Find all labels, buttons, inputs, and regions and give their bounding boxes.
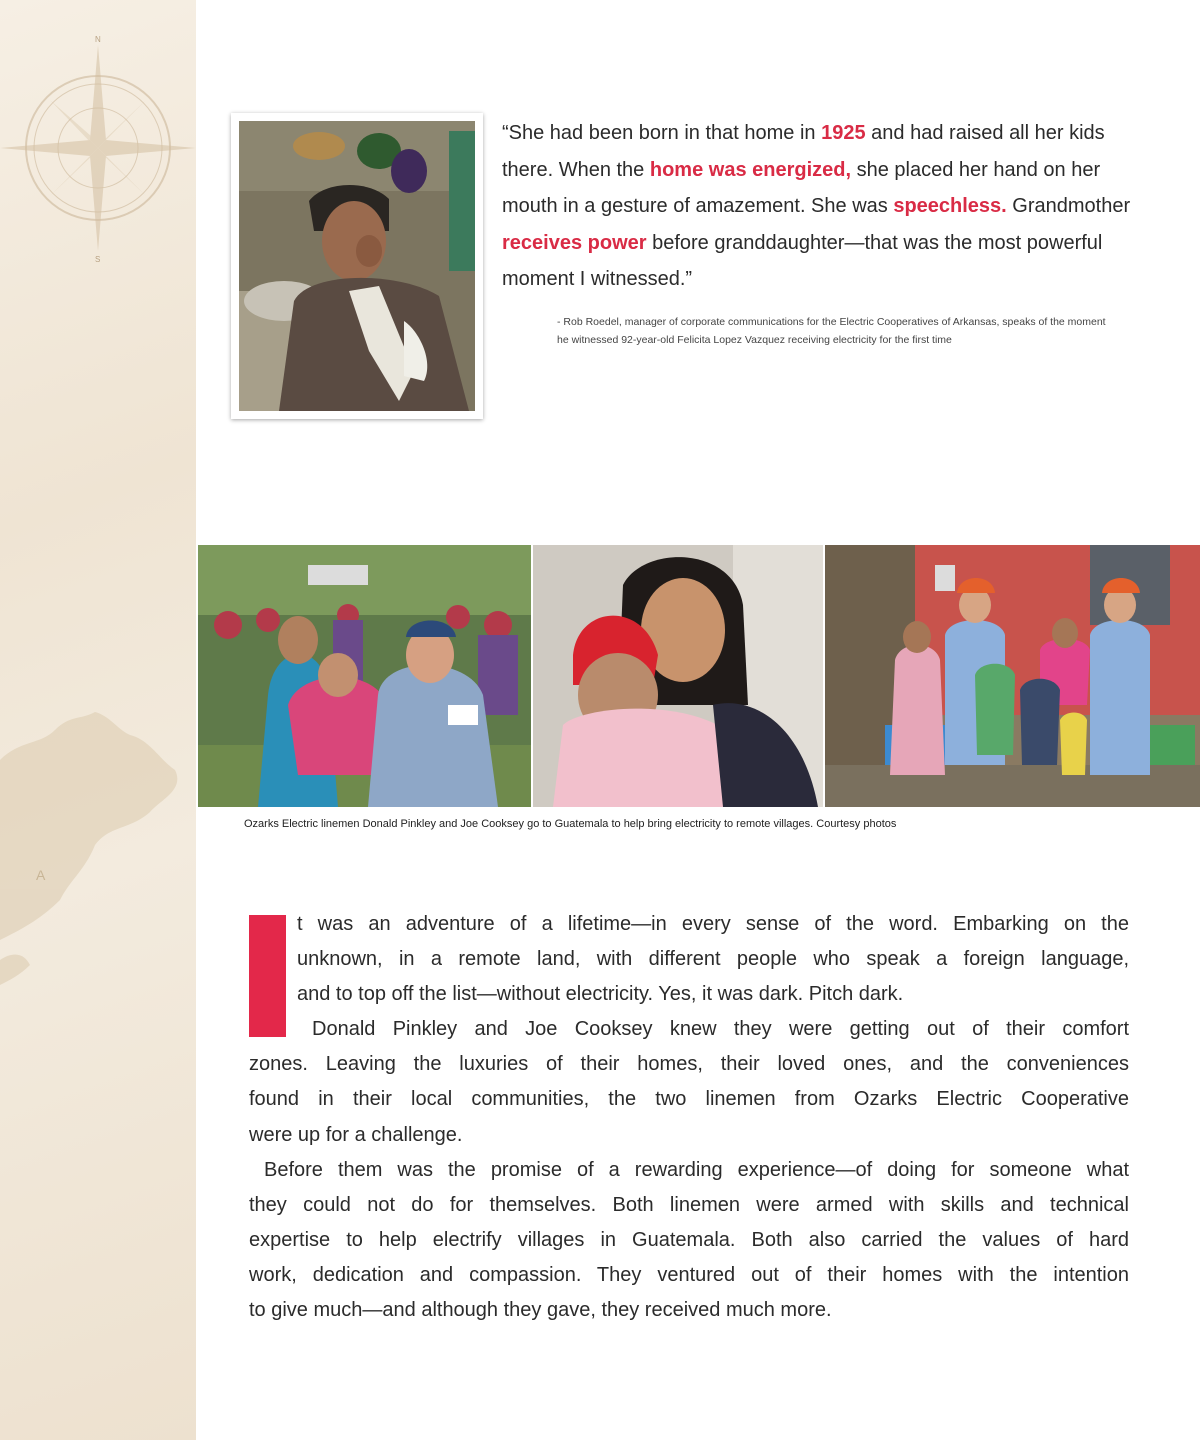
article-line: Donald Pinkley and Joe Cooksey knew they were getting out of their comfort: [312, 1018, 1129, 1041]
svg-text:A: A: [36, 867, 46, 883]
quote-highlight-energized: home was energized,: [649, 158, 852, 181]
quote-highlight-year: 1925: [821, 122, 866, 144]
quote-text-5: before granddaughter—that was the most powerful moment I witnessed.”: [502, 231, 1103, 291]
article-line: zones. Leaving the luxuries of their homes, their loved ones, and the conveniences: [249, 1053, 1129, 1076]
grandmother-photo: [239, 121, 475, 411]
article-line: expertise to help electrify villages in Guatemala. Both also carried the values of hard: [249, 1228, 1129, 1251]
article-line: were up for a challenge.: [249, 1123, 463, 1146]
article-line: and to top off the list—without electricity. Yes, it was dark. Pitch dark.: [297, 983, 904, 1006]
article-line: found in their local communities, the two linemen from Ozarks Electric Cooperative: [249, 1088, 1129, 1111]
photo-family-with-linemen: [825, 545, 1200, 807]
photo-lineman-with-children: [198, 545, 531, 807]
article-line: Before them was the promise of a rewarding experience—of doing for someone what: [264, 1158, 1129, 1181]
article-line: t was an adventure of a lifetime—in every sense of the word. Embarking on the: [297, 913, 1129, 935]
article-line: work, dedication and compassion. They ventured out of their homes with the intention: [249, 1263, 1129, 1286]
article-line: to give much—and although they gave, they received much more.: [249, 1299, 832, 1322]
quote-text-3: she placed her hand on her mouth in a gesture of amazement. She was: [502, 158, 1101, 218]
compass-rose-icon: [0, 0, 196, 1440]
photo-caption: Ozarks Electric linemen Donald Pinkley and Joe Cooksey go to Guatemala to help bring electricity to remote villages. Courtesy photos: [244, 818, 897, 830]
svg-text:N: N: [95, 35, 101, 44]
article-body: [249, 907, 1129, 1328]
quote-highlight-receives-power: receives power: [502, 231, 647, 254]
quote-highlight-speechless: speechless.: [893, 195, 1007, 218]
quote-text-1: “She had been born in that home in: [502, 122, 822, 144]
quote-text-2: and had raised all her kids there. When the: [502, 122, 1105, 181]
article-line: they could not do for themselves. Both linemen were armed with skills and technical: [249, 1193, 1129, 1216]
photo-girl-with-baby: [533, 545, 823, 807]
quote-attribution: - Rob Roedel, manager of corporate communications for the Electric Cooperatives of Arkansas, speaks of the moment he witnessed 92-year-old Felicita Lopez Vazquez receiving electricity for the first time: [557, 316, 1106, 346]
decorative-sidebar: [0, 0, 196, 1440]
svg-text:S: S: [95, 255, 101, 264]
quote-text-4: Grandmother: [1006, 195, 1131, 218]
article-line: unknown, in a remote land, with different people who speak a foreign language,: [297, 948, 1129, 971]
pull-quote: [502, 115, 1132, 298]
quote-photo-frame: [231, 113, 483, 419]
